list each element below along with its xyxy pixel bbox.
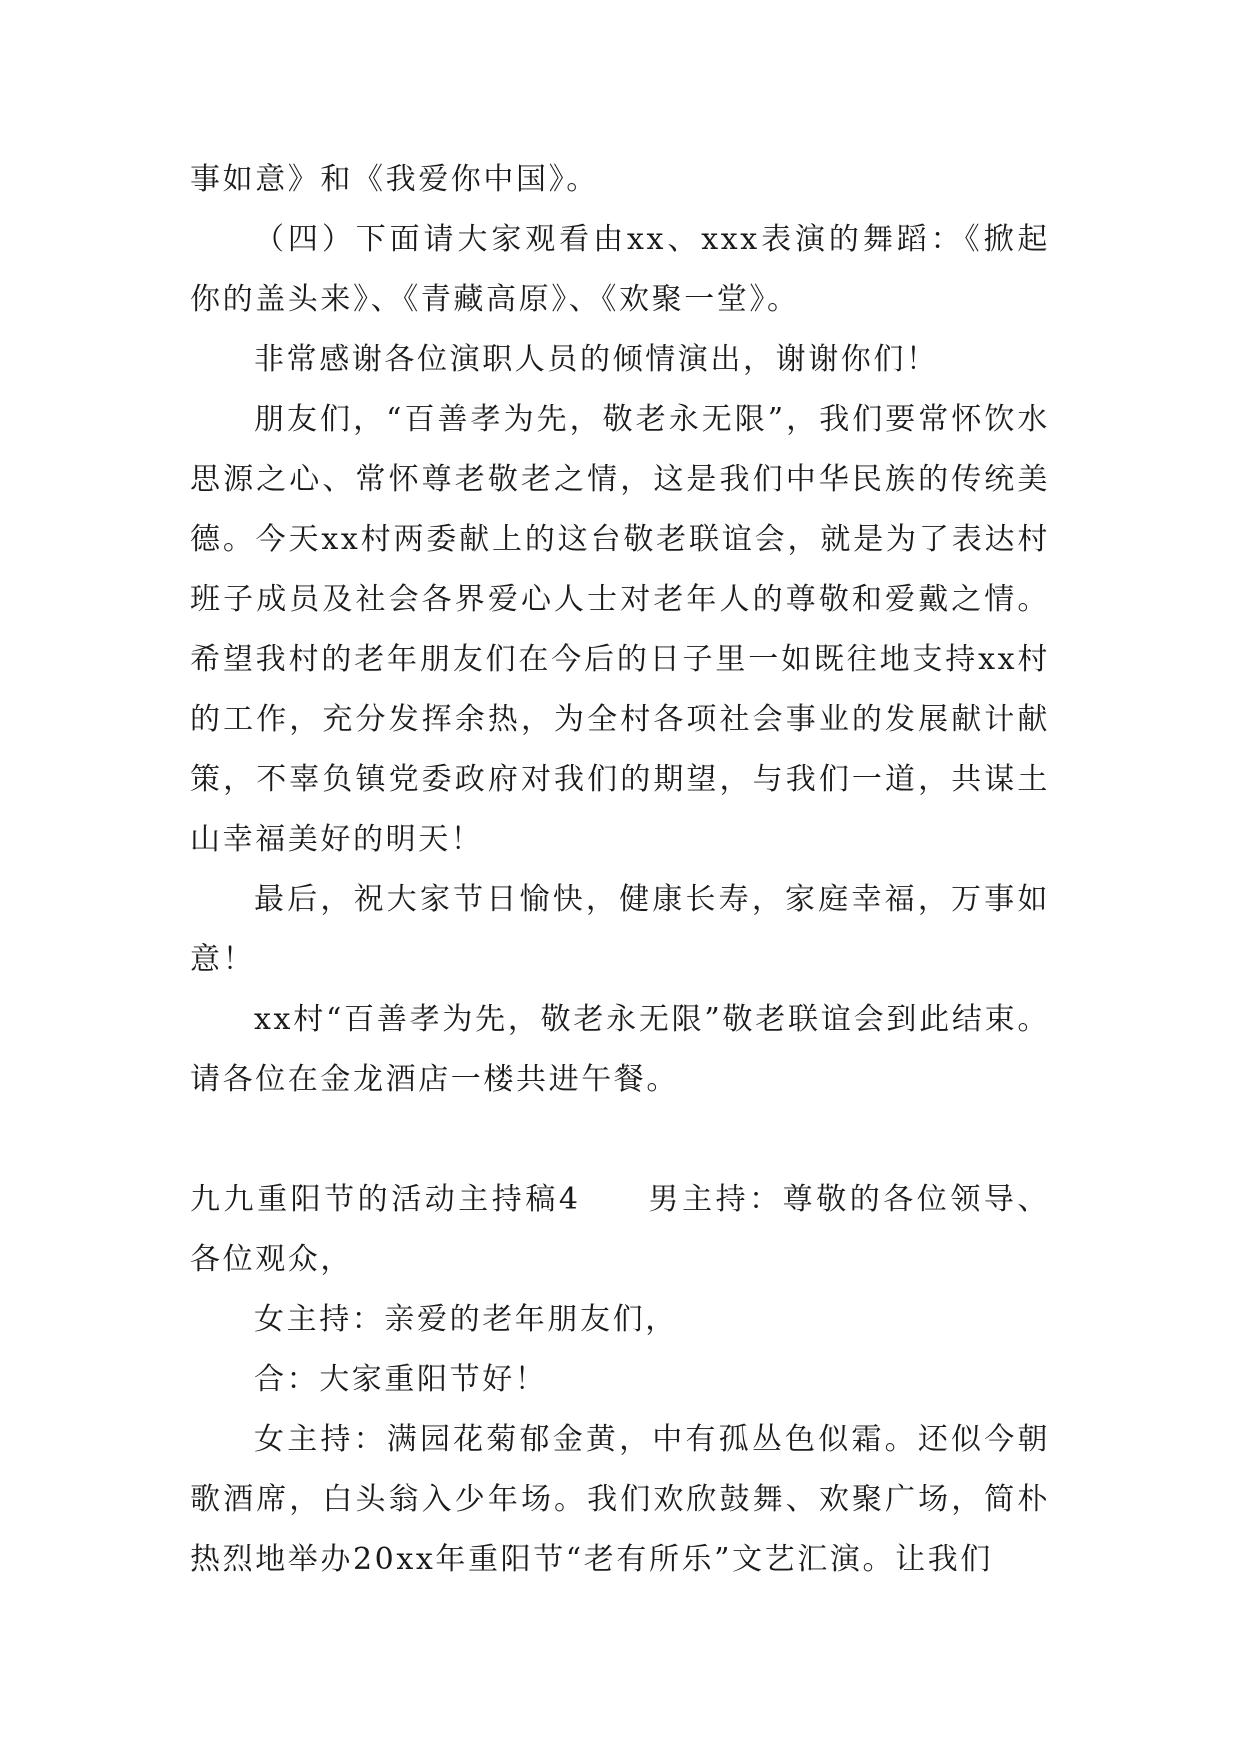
section-gap bbox=[190, 1110, 1050, 1170]
paragraph-thanks-performers: 非常感谢各位演职人员的倾情演出，谢谢你们！ bbox=[254, 342, 939, 377]
paragraph-dance-program: （四）下面请大家观看由xx、xxx表演的舞蹈：《掀起你的盖头来》、《青藏高原》、《欢聚一堂》。 bbox=[190, 222, 1050, 317]
paragraph-female-host-poem: 女主持：满园花菊郁金黄，中有孤丛色似霜。还似今朝歌酒席，白头翁入少年场。我们欢欣鼓舞、欢聚广场，简朴热烈地举办20xx年重阳节“老有所乐”文艺汇演。让我们 bbox=[190, 1422, 1050, 1577]
section-heading-host-script-4: 九九重阳节的活动主持稿4 男主持：尊敬的各位领导、各位观众， bbox=[190, 1182, 1050, 1277]
paragraph-continuation: 事如意》和《我爱你中国》。 bbox=[190, 162, 599, 197]
document-body bbox=[190, 150, 1050, 1590]
paragraph-together-greeting: 合：大家重阳节好！ bbox=[254, 1362, 548, 1397]
paragraph-closing-announcement: xx村“百善孝为先，敬老永无限”敬老联谊会到此结束。请各位在金龙酒店一楼共进午餐。 bbox=[190, 1002, 1050, 1097]
paragraph-friends-speech: 朋友们，“百善孝为先，敬老永无限”，我们要常怀饮水思源之心、常怀尊老敬老之情，这是我们中华民族的传统美德。今天xx村两委献上的这台敬老联谊会，就是为了表达村班子成员及社会各界爱心人士对老年人的尊敬和爱戴之情。希望我村的老年朋友们在今后的日子里一如既往地支持xx村的工作，充分发挥余热，为全村各项社会事业的发展献计献策，不辜负镇党委政府对我们的期望，与我们一道，共谋土山幸福美好的明天！ bbox=[190, 402, 1050, 857]
paragraph-final-wishes: 最后，祝大家节日愉快，健康长寿，家庭幸福，万事如意！ bbox=[190, 882, 1050, 977]
paragraph-female-host-greeting: 女主持：亲爱的老年朋友们， bbox=[254, 1302, 678, 1337]
